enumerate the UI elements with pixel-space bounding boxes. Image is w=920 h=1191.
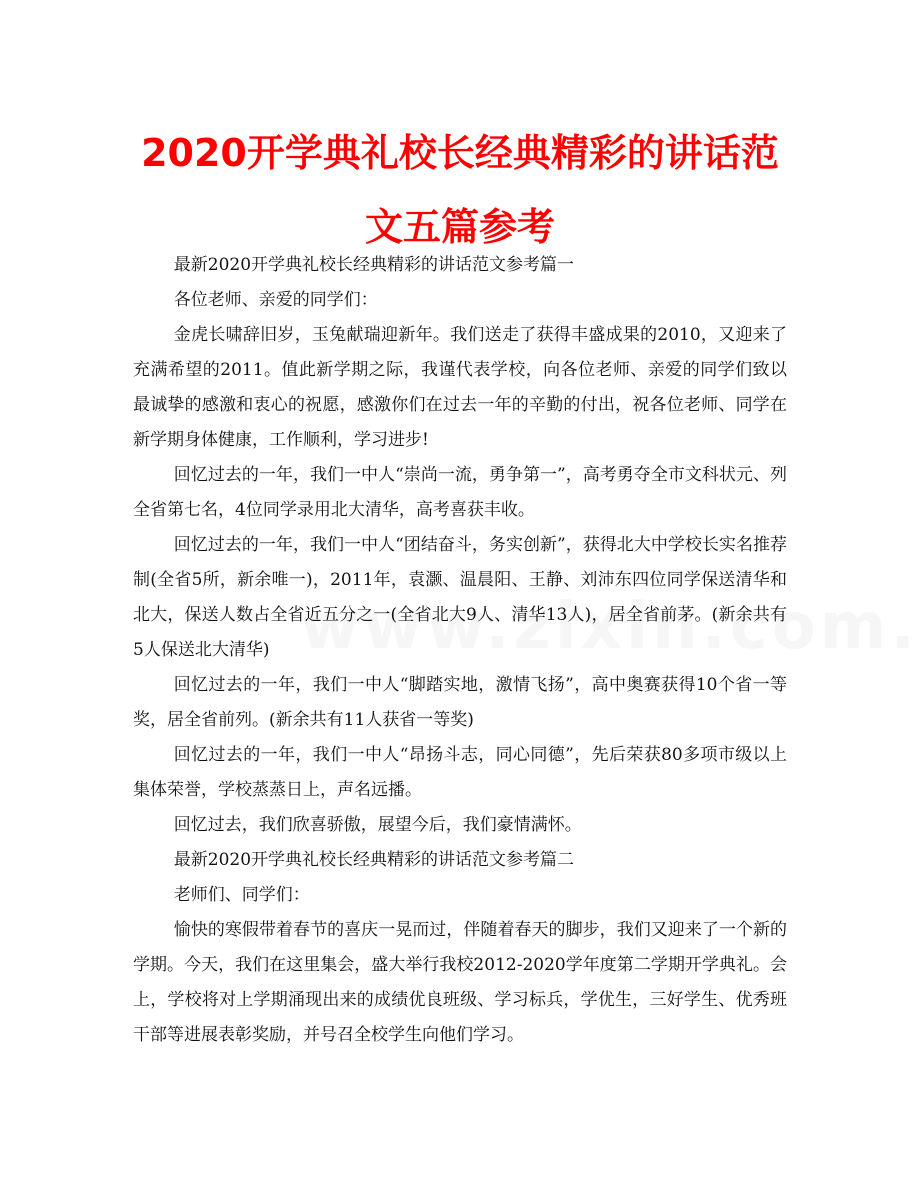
section-heading-1: 最新2020开学典礼校长经典精彩的讲话范文参考篇一	[173, 255, 575, 275]
paragraph: 金虎长啸辞旧岁，玉兔献瑞迎新年。我们送走了获得丰盛成果的2010，又迎来了充满希望的2011。值此新学期之际，我谨代表学校，向各位老师、亲爱的同学们致以最诚挚的感激和衷心的祝愿，感激你们在过去一年的辛勤的付出，祝各位老师、同学在新学期身体健康，工作顺利，学习进步!	[133, 325, 787, 450]
section-heading-2: 最新2020开学典礼校长经典精彩的讲话范文参考篇二	[173, 850, 575, 870]
paragraph: 回忆过去的一年，我们一中人“团结奋斗，务实创新”，获得北大中学校长实名推荐制(全省5所，新余唯一)，2011年，袁灏、温晨阳、王静、刘沛东四位同学保送清华和北大，保送人数占全省近五分之一(全省北大9人、清华13人)，居全省前茅。(新余共有5人保送北大清华)	[133, 535, 787, 660]
paragraph: 回忆过去的一年，我们一中人“脚踏实地，激情飞扬”，高中奥赛获得10个省一等奖，居全省前列。(新余共有11人获省一等奖)	[133, 675, 787, 730]
salutation-2: 老师们、同学们：	[173, 885, 310, 905]
paragraph: 回忆过去，我们欣喜骄傲，展望今后，我们豪情满怀。	[173, 815, 582, 835]
paragraph: 回忆过去的一年，我们一中人“崇尚一流，勇争第一”，高考勇夺全市文科状元、列全省第七名，4位同学录用北大清华，高考喜获丰收。	[133, 465, 787, 520]
document-body	[133, 248, 787, 1053]
salutation-1: 各位老师、亲爱的同学们：	[173, 290, 378, 310]
paragraph: 回忆过去的一年，我们一中人“昂扬斗志，同心同德”，先后荣获80多项市级以上集体荣誉，学校蒸蒸日上，声名远播。	[133, 745, 787, 800]
document-title: 2020开学典礼校长经典精彩的讲话范文五篇参考	[141, 131, 779, 249]
paragraph: 愉快的寒假带着春节的喜庆一晃而过，伴随着春天的脚步，我们又迎来了一个新的学期。今天，我们在这里集会，盛大举行我校2012-2020学年度第二学期开学典礼。会上，学校将对上学期涌现出来的成绩优良班级、学习标兵，学优生，三好学生、优秀班干部等进展表彰奖励，并号召全校学生向他们学习。	[133, 920, 787, 1045]
